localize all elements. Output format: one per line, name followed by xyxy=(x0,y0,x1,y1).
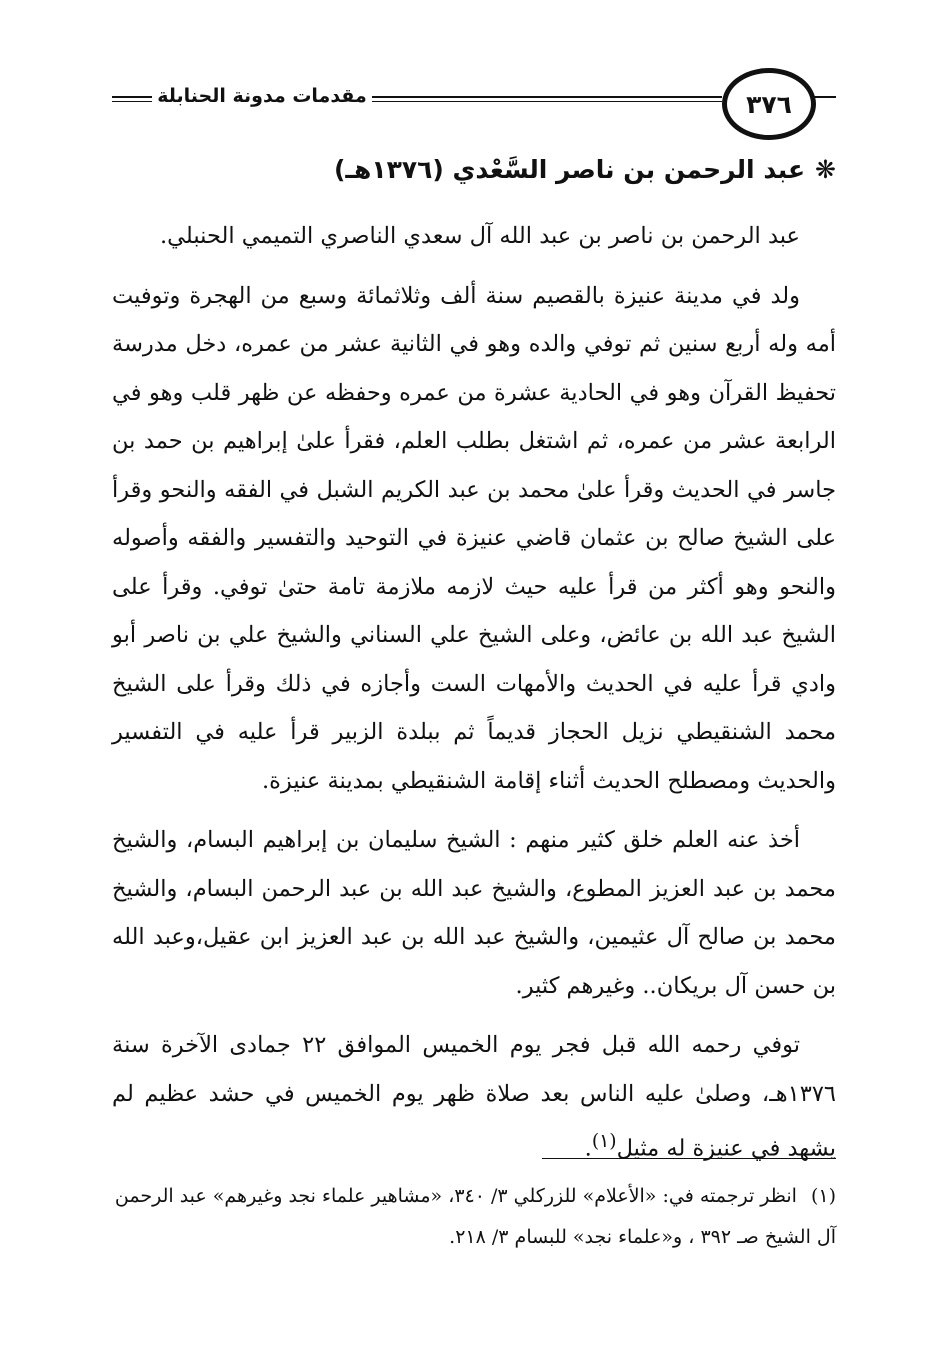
entry-heading xyxy=(116,150,836,190)
body-text xyxy=(112,212,836,1184)
footnote-item xyxy=(112,1176,836,1258)
page-number: ٣٧٦ xyxy=(722,68,816,140)
paragraph-name: عبد الرحمن بن ناصر بن عبد الله آل سعدي الناصري التميمي الحنبلي. xyxy=(160,223,800,249)
paragraph-death-end: . xyxy=(584,1135,592,1162)
paragraph-students: أخذ عنه العلم خلق كثير منهم : الشيخ سليمان بن إبراهيم البسام، والشيخ محمد بن عبد العزيز المطوع، والشيخ عبد الله بن عبد الرحمن البسام، والشيخ محمد بن صالح آل عثيمين، والشيخ عبد الله بن عبد العزيز ابن عقيل،وعبد الله بن حسن آل بريكان.. وغيرهم كثير. xyxy=(112,827,836,999)
entry-heading-text: عبد الرحمن بن ناصر السَّعْدي (١٣٧٦هـ) xyxy=(334,155,806,184)
paragraph-biography: ولد في مدينة عنيزة بالقصيم سنة ألف وثلاثمائة وسبع من الهجرة وتوفيت أمه وله أربع سنين ثم توفي والده وهو في الثانية عشر من عمره، دخل مدرسة تحفيظ القرآن وهو في الحادية عشرة من عمره وحفظه عن ظهر قلب وهو في الرابعة عشر من عمره، ثم اشتغل بطلب العلم، فقرأ علىٰ إبراهيم بن حمد بن جاسر في الحديث وقرأ علىٰ محمد بن عبد الكريم الشبل في الفقه والنحو وقرأ على الشيخ صالح بن عثمان قاضي عنيزة في التوحيد والتفسير والفقه وأصوله والنحو وهو أكثر من قرأ عليه حيث لازمه ملازمة تامة حتىٰ توفي. وقرأ على الشيخ عبد الله بن عائض، وعلى الشيخ علي السناني والشيخ علي بن ناصر أبو وادي قرأ عليه في الحديث والأمهات الست وأجازه في ذلك وقرأ على الشيخ محمد الشنقيطي نزيل الحجاز قديماً ثم ببلدة الزبير قرأ عليه في التفسير والحديث ومصطلح الحديث أثناء إقامة الشنقيطي بمدينة عنيزة. xyxy=(112,282,836,794)
footnote-separator xyxy=(542,1158,836,1159)
paragraph-death xyxy=(112,1021,836,1173)
paragraph-death-text: توفي رحمه الله قبل فجر يوم الخميس الموافق ٢٢ جمادى الآخرة سنة ١٣٧٦هـ، وصلىٰ عليه الناس بعد صلاة ظهر يوم الخميس في حشد عظيم لم يشهد في عنيزة له مثيل xyxy=(112,1032,836,1162)
footnote-number: (١) xyxy=(810,1185,836,1207)
asterism-icon: ❋ xyxy=(815,155,836,184)
running-title: مقدمات مدونة الحنابلة xyxy=(152,82,372,110)
footnote-text: انظر ترجمته في: «الأعلام» للزركلي ٣/ ٣٤٠، «مشاهير علماء نجد وغيرهم» عبد الرحمن آل الشيخ صـ ٣٩٢ ، و«علماء نجد» للبسام ٣/ ٢١٨. xyxy=(114,1185,836,1248)
footnote-reference: (١) xyxy=(591,1131,617,1152)
footnotes xyxy=(112,1176,836,1258)
